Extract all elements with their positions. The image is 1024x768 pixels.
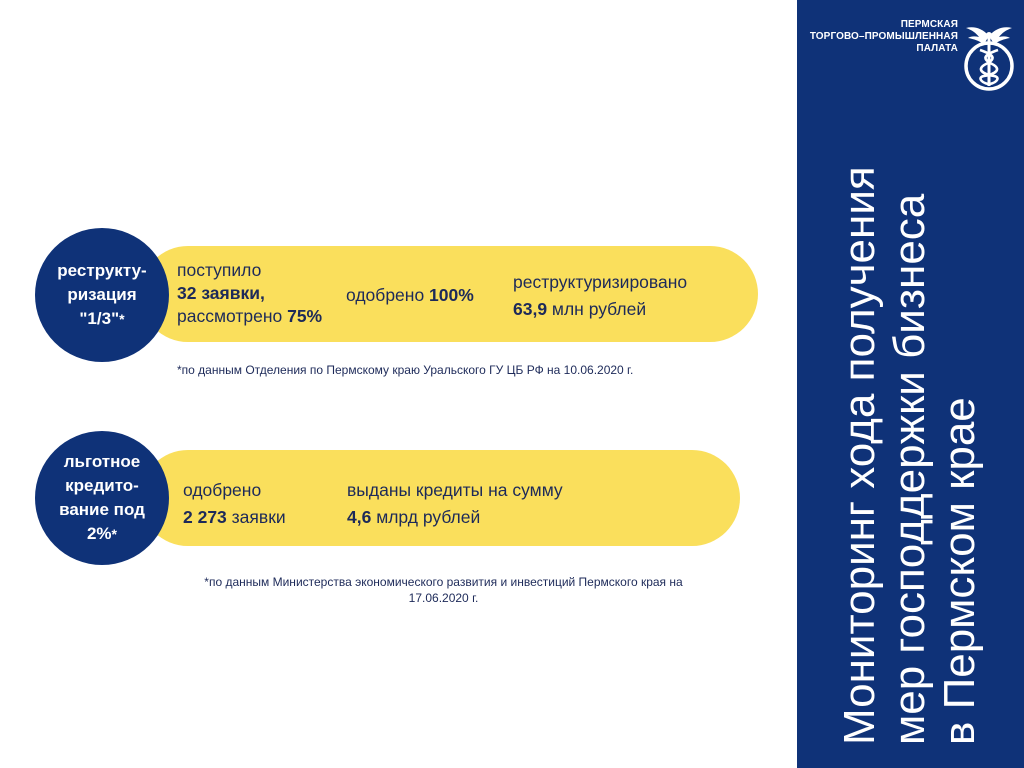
title-line-3: в Пермском крае	[935, 397, 984, 745]
reviewed-line	[177, 306, 322, 326]
title-line-2: мер господдержки бизнеса	[885, 193, 934, 745]
chamber-logo-text	[788, 19, 958, 55]
logo-line-3: ПАЛАТА	[916, 43, 958, 54]
badge1-line-1: реструкту-	[57, 261, 147, 280]
lending-footnote: *по данным Министерства экономического развития и инвестиций Пермского края на 17.06.2020 г.	[204, 575, 683, 605]
lending-approved-value: 2 273	[183, 507, 227, 527]
restructuring-footnote: *по данным Отделения по Пермскому краю Уральского ГУ ЦБ РФ на 10.06.2020 г.	[177, 363, 634, 377]
badge2-line-1: льготное	[63, 452, 141, 471]
lending-badge	[35, 431, 169, 565]
lending-approved-line	[183, 507, 286, 527]
received-count-line	[177, 283, 322, 303]
badge1-line-3	[57, 307, 146, 331]
badge1-line-2: ризация	[67, 285, 137, 304]
restructuring-badge	[35, 228, 169, 362]
received-label: поступило	[177, 260, 262, 280]
approved-value: 100%	[429, 285, 474, 305]
loans-issued-stat	[347, 480, 563, 527]
loans-issued-label: выданы кредиты на сумму	[347, 480, 563, 500]
lending-approved-label: одобрено	[183, 480, 262, 500]
badge2-asterisk: *	[111, 526, 117, 542]
restructured-value: 63,9	[513, 299, 548, 319]
title-line-1: Мониторинг хода получения	[835, 166, 884, 745]
badge2-line-2: кредито-	[65, 476, 139, 495]
restructured-amount-line	[513, 299, 687, 319]
loans-issued-value: 4,6	[347, 507, 372, 527]
approved-stat	[346, 285, 474, 305]
badge2-line-4	[59, 522, 145, 546]
logo-line-2: ТОРГОВО–ПРОМЫШЛЕННАЯ	[809, 31, 958, 42]
badge2-rate: 2%	[86, 524, 112, 543]
approved-label: одобрено	[346, 285, 430, 305]
hermes-caduceus-emblem-icon	[962, 22, 1016, 94]
restructured-amount-stat	[513, 272, 687, 319]
badge2-line-3: вание под	[59, 500, 145, 519]
lending-approved-stat	[183, 480, 286, 527]
reviewed-label: рассмотрено	[177, 306, 288, 326]
received-unit: заявки,	[196, 283, 265, 303]
loans-issued-unit: млрд рублей	[371, 507, 481, 527]
lending-approved-unit: заявки	[226, 507, 286, 527]
received-applications-stat	[177, 260, 322, 326]
badge1-asterisk: *	[119, 311, 125, 327]
loans-issued-line	[347, 507, 563, 527]
reviewed-value: 75%	[287, 306, 323, 326]
page-title	[835, 125, 985, 745]
restructured-unit: млн рублей	[547, 299, 647, 319]
restructured-label: реструктуризировано	[513, 272, 688, 292]
received-count: 32	[177, 283, 197, 303]
logo-line-1: ПЕРМСКАЯ	[900, 19, 958, 30]
badge1-label: "1/3"	[79, 309, 120, 328]
